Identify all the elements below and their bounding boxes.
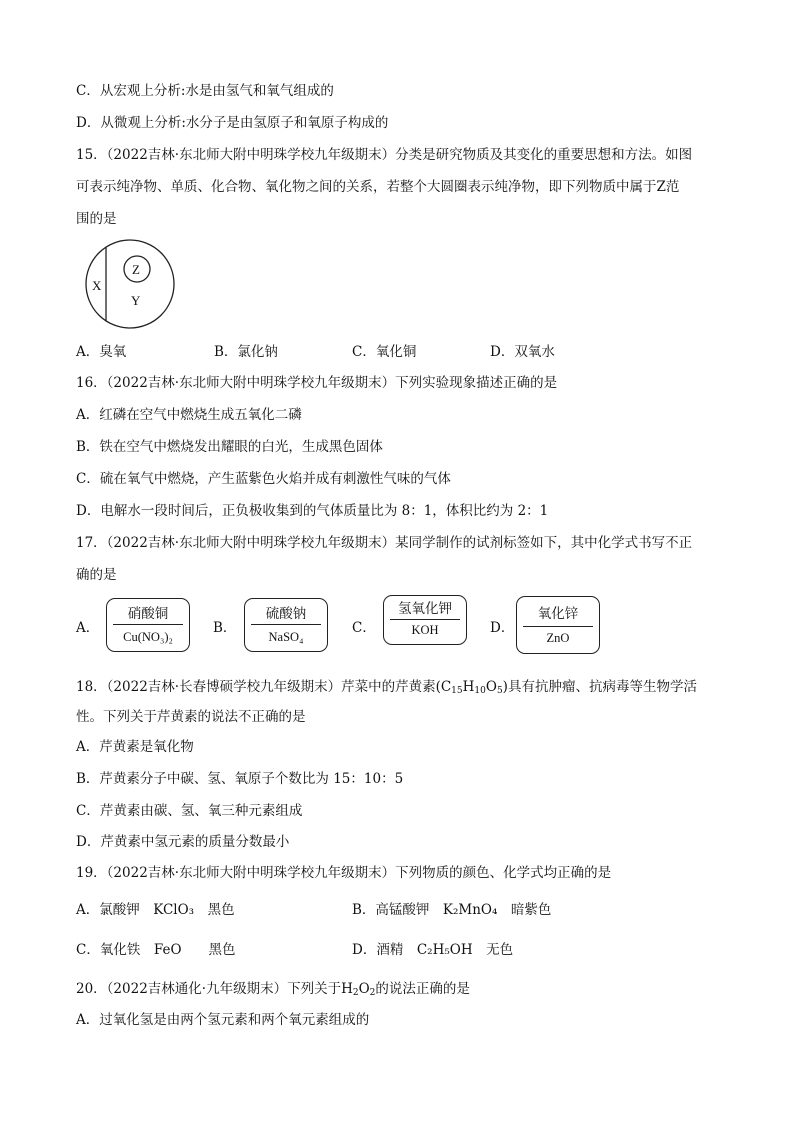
reagent-formula: NaSO₄ (268, 630, 304, 644)
q19-stem: 19．（2022吉林·东北师大附中明珠学校九年级期末）下列物质的颜色、化学式均正确的是 (76, 865, 612, 881)
reagent-label-d (516, 596, 600, 654)
label-divider (113, 624, 183, 625)
q17-letter-b: B． (213, 620, 237, 636)
reagent-formula: ZnO (546, 631, 570, 645)
q15-option-d: D．双氧水 (490, 344, 555, 360)
reagent-name: 氢氧化钾 (398, 601, 452, 617)
q19-option-a: A．氯酸钾 KClO₃ 黑色 (76, 902, 235, 918)
q18-stem-text: H (462, 679, 475, 695)
q20-option-a: A．过氧化氢是由两个氢元素和两个氧元素组成的 (76, 1012, 370, 1028)
q18-stem-text: )具有抗肿瘤、抗病毒等生物学活 (502, 679, 697, 695)
q15-options (76, 342, 716, 362)
q20-stem (76, 979, 470, 1003)
region-y-label: Y (131, 293, 141, 308)
reagent-name: 硫酸钠 (265, 606, 307, 622)
reagent-name: 硝酸铜 (127, 606, 169, 622)
q17-reagent-labels (76, 598, 636, 656)
q18-option-c: C．芹黄素由碳、氢、氧三种元素组成 (76, 803, 303, 819)
q15-option-b: B．氯化钠 (214, 344, 278, 360)
q19-options-row1 (76, 900, 716, 920)
q14-option-c: C．从宏观上分析:水是由氢气和氧气组成的 (76, 83, 334, 99)
subscript: 2 (352, 988, 359, 998)
q17-stem-line1: 17．（2022吉林·东北师大附中明珠学校九年级期末）某同学制作的试剂标签如下，其中化学式书写不正 (76, 535, 693, 551)
q18-stem-line2: 性。下列关于芹黄素的说法不正确的是 (76, 709, 306, 725)
q19-option-b: B．高锰酸钾 K₂MnO₄ 暗紫色 (352, 902, 552, 918)
reagent-label-c (383, 595, 467, 645)
reagent-label-a (106, 598, 190, 652)
q15-stem-line1: 15．（2022吉林·东北师大附中明珠学校九年级期末）分类是研究物质及其变化的重要思想和方法。如图 (76, 147, 693, 163)
q19-option-d: D．酒精 C₂H₅OH 无色 (352, 942, 514, 958)
q17-letter-d: D． (490, 620, 515, 636)
q19-options-row2 (76, 940, 716, 960)
q15-stem-line3: 围的是 (76, 211, 117, 227)
q16-option-c: C．硫在氧气中燃烧，产生蓝紫色火焰并成有刺激性气味的气体 (76, 471, 451, 487)
q17-stem-line2: 确的是 (76, 567, 117, 583)
subscript: 10 (474, 686, 486, 696)
q20-stem-text: 20．（2022吉林通化·九年级期末）下列关于H (76, 981, 353, 997)
q16-stem: 16．（2022吉林·东北师大附中明珠学校九年级期末）下列实验现象描述正确的是 (76, 375, 558, 391)
q17-letter-a: A． (76, 620, 100, 636)
subscript: 2 (369, 988, 376, 998)
label-divider (523, 626, 593, 627)
q18-stem-text: 18．（2022吉林·长春博硕学校九年级期末）芹菜中的芹黄素(C (76, 679, 452, 695)
q19-option-c: C．氧化铁 FeO 黑色 (76, 942, 236, 958)
reagent-name: 氧化锌 (537, 606, 579, 622)
reagent-label-b (244, 598, 328, 652)
q16-option-b: B．铁在空气中燃烧发出耀眼的白光，生成黑色固体 (76, 439, 383, 455)
q18-stem-text: O (485, 679, 497, 695)
reagent-formula: KOH (411, 623, 439, 637)
q15-stem-line2: 可表示纯净物、单质、化合物、氧化物之间的关系，若整个大圆圈表示纯净物，即下列物质中属于Z范 (76, 179, 680, 195)
q18-option-d: D．芹黄素中氢元素的质量分数最小 (76, 834, 290, 850)
q15-option-c: C．氧化铜 (352, 344, 417, 360)
label-divider (251, 624, 321, 625)
q17-letter-c: C． (352, 620, 376, 636)
q18-stem-line1 (76, 677, 697, 701)
q16-option-d: D．电解水一段时间后，正负极收集到的气体质量比为 8：1，体积比约为 2：1 (76, 503, 549, 519)
region-x-label: X (92, 278, 102, 293)
reagent-formula: Cu(NO₃)₂ (123, 630, 173, 644)
q20-stem-text: O (358, 981, 370, 997)
subscript: 15 (451, 686, 463, 696)
q18-option-b: B．芹黄素分子中碳、氢、氧原子个数比为 15：10：5 (76, 771, 404, 787)
q15-option-a: A．臭氧 (76, 344, 127, 360)
label-divider (390, 619, 460, 620)
q18-option-a: A．芹黄素是氧化物 (76, 739, 194, 755)
region-z-label: Z (132, 262, 140, 277)
q16-option-a: A．红磷在空气中燃烧生成五氧化二磷 (76, 407, 302, 423)
q14-option-d: D．从微观上分析:水分子是由氢原子和氧原子构成的 (76, 115, 389, 131)
q20-stem-text: 的说法正确的是 (375, 981, 470, 997)
classification-venn-diagram (84, 238, 176, 330)
subscript: 5 (496, 686, 503, 696)
